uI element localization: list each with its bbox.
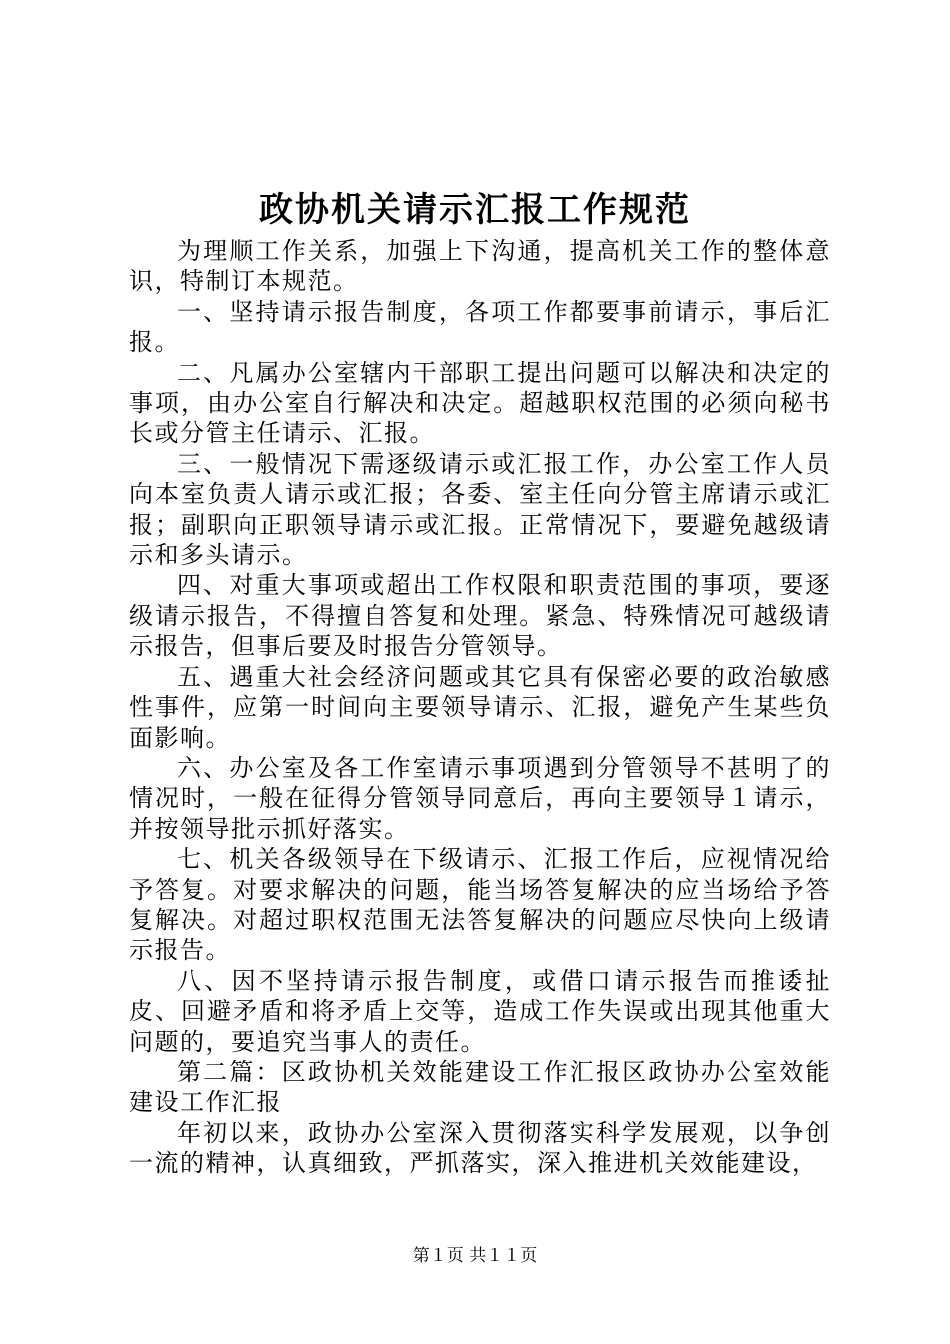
paragraph: 七、机关各级领导在下级请示、汇报工作后，应视情况给予答复。对要求解决的问题，能当场答复解决的应当场给予答复解决。对超过职权范围无法答复解决的问题应尽快向上级请示报告。 [129, 845, 831, 965]
paragraph: 六、办公室及各工作室请示事项遇到分管领导不甚明了的情况时，一般在征得分管领导同意后，再向主要领导１请示，并按领导批示抓好落实。 [129, 753, 831, 843]
page-number-footer: 第１页 共１１页 [412, 1246, 538, 1266]
paragraph: 一、坚持请示报告制度，各项工作都要事前请示，事后汇报。 [129, 297, 831, 357]
paragraph: 四、对重大事项或超出工作权限和职责范围的事项，要逐级请示报告，不得擅自答复和处理。紧急、特殊情况可越级请示报告，但事后要及时报告分管领导。 [129, 571, 831, 661]
section-heading-paragraph: 第二篇：区政协机关效能建设工作汇报区政协办公室效能建设工作汇报 [129, 1057, 831, 1117]
document-body [129, 236, 831, 1179]
paragraph: 五、遇重大社会经济问题或其它具有保密必要的政治敏感性事件，应第一时间向主要领导请示、汇报，避免产生某些负面影响。 [129, 662, 831, 752]
paragraph: 八、因不坚持请示报告制度，或借口请示报告而推诿扯皮、回避矛盾和将矛盾上交等，造成工作失误或出现其他重大问题的，要追究当事人的责任。 [129, 966, 831, 1056]
paragraph: 年初以来，政协办公室深入贯彻落实科学发展观，以争创一流的精神，认真细致，严抓落实，深入推进机关效能建设， [129, 1118, 831, 1178]
document-title: 政协机关请示汇报工作规范 [259, 190, 691, 230]
paragraph: 三、一般情况下需逐级请示或汇报工作，办公室工作人员向本室负责人请示或汇报；各委、室主任向分管主席请示或汇报；副职向正职领导请示或汇报。正常情况下，要避免越级请示和多头请示。 [129, 449, 831, 570]
paragraph: 为理顺工作关系，加强上下沟通，提高机关工作的整体意识，特制订本规范。 [129, 237, 831, 296]
paragraph: 二、凡属办公室辖内干部职工提出问题可以解决和决定的事项，由办公室自行解决和决定。超越职权范围的必须向秘书长或分管主任请示、汇报。 [129, 358, 831, 448]
